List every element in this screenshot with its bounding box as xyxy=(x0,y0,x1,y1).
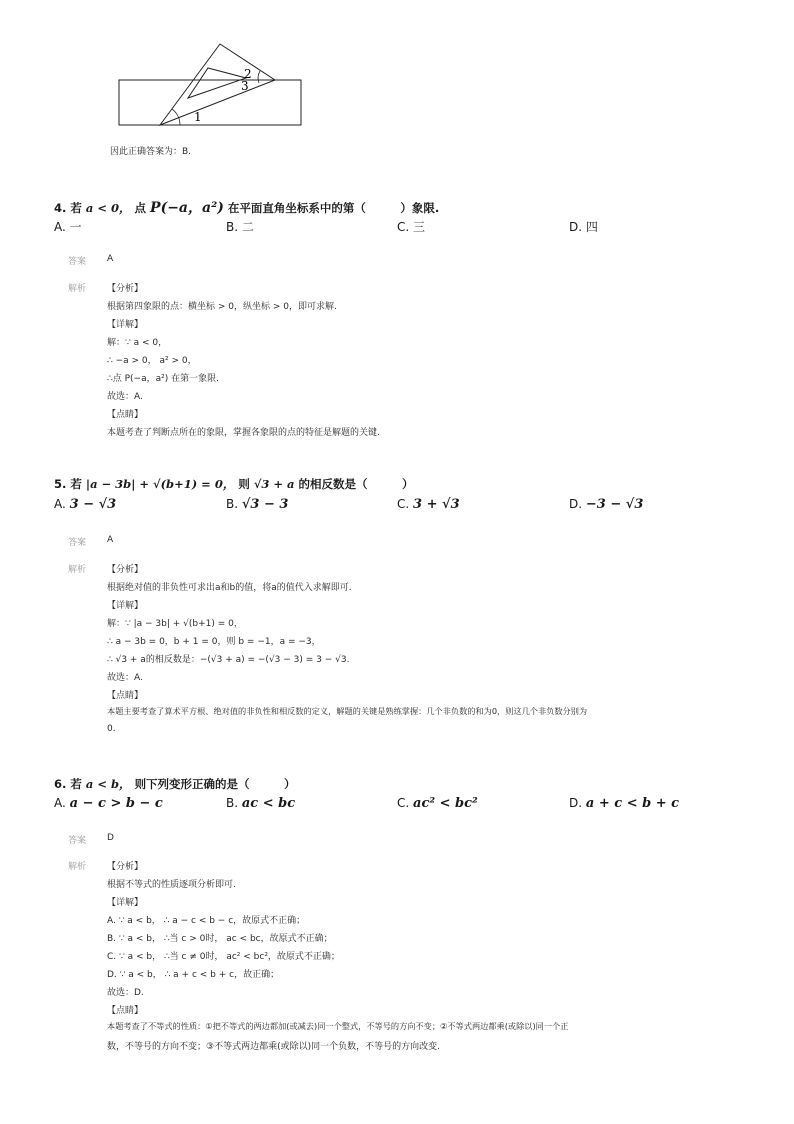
q6-answer-label: 答案 xyxy=(68,836,87,846)
q4-stem-math-b: P(−a，a²) xyxy=(150,200,224,216)
q4-option-c[interactable]: C. 三 xyxy=(397,220,426,234)
q5-line-4: 解：∵ |a − 3b| + √(b+1) = 0， xyxy=(107,619,243,629)
q5-stem-math-b: √3 + a xyxy=(253,477,295,491)
q5-option-c-letter: C. xyxy=(397,497,410,511)
q5-line-10: 0. xyxy=(107,724,116,734)
q4-line-1: 【分析】 xyxy=(107,284,144,294)
q4-line-4: 解：∵ a < 0， xyxy=(107,338,168,348)
ruler-rectangle xyxy=(119,80,301,125)
q5-option-d-math: −3 − √3 xyxy=(585,497,644,512)
q6-line-4: A. ∵ a < b， ∴ a − c < b − c，故原式不正确； xyxy=(107,916,306,926)
q5-option-a[interactable] xyxy=(54,497,116,512)
q5-line-8: 【点睛】 xyxy=(107,691,144,701)
q5-answer-value: A xyxy=(107,535,114,545)
q5-line-5: ∴ a − 3b = 0，b + 1 = 0，则 b = −1，a = −3， xyxy=(107,637,321,647)
q6-option-c-math: ac² < bc² xyxy=(413,796,478,811)
q5-stem-text-b: 则 xyxy=(238,477,250,491)
q4-option-d[interactable]: D. 四 xyxy=(569,220,598,234)
q6-option-a-math: a − c > b − c xyxy=(69,796,163,811)
q5-line-1: 【分析】 xyxy=(107,565,144,575)
q4-option-a[interactable]: A. 一 xyxy=(54,220,82,234)
q5-option-b[interactable] xyxy=(226,497,288,512)
q6-option-a[interactable] xyxy=(54,796,163,811)
q6-line-11: 数，不等号的方向不变；③不等式两边都乘(或除以)同一个负数，不等号的方向改变. xyxy=(107,1042,440,1052)
q5-stem-math-a: |a − 3b| + √(b+1) = 0， xyxy=(85,477,235,491)
q5-line-7: 故选：A. xyxy=(107,673,143,683)
previous-answer-line: 因此正确答案为：B. xyxy=(110,147,192,157)
q5-line-2: 根据绝对值的非负性可求出a和b的值，将a的值代入求解即可. xyxy=(107,583,352,593)
q4-line-2: 根据第四象限的点：横坐标 > 0，纵坐标 > 0，即可求解. xyxy=(107,302,337,312)
q6-line-1: 【分析】 xyxy=(107,862,144,872)
q5-line-6: ∴ √3 + a的相反数是：−(√3 + a) = −(√3 − 3) = 3 − √3. xyxy=(107,655,350,665)
q4-number: 4. xyxy=(54,201,67,215)
q4-stem-math-a: a < 0， xyxy=(85,201,131,215)
triangle-outer xyxy=(160,44,275,125)
q6-option-c[interactable] xyxy=(397,796,478,811)
q6-option-d-math: a + c < b + c xyxy=(585,796,680,811)
q6-answer-value: D xyxy=(107,833,114,843)
q5-stem-text-a: 若 xyxy=(70,477,82,491)
q6-line-3: 【详解】 xyxy=(107,898,144,908)
q6-stem-text-b: 则下列变形正确的是（ ） xyxy=(134,777,296,791)
triangle-inner xyxy=(188,68,246,98)
q4-line-3: 【详解】 xyxy=(107,320,144,330)
q5-answer-label: 答案 xyxy=(68,538,87,548)
q6-option-a-letter: A. xyxy=(54,796,66,810)
q4-line-6: ∴点 P(−a，a²) 在第一象限. xyxy=(107,374,219,384)
q4-answer-value: A xyxy=(107,254,114,264)
q6-line-6: C. ∵ a < b， ∴当 c ≠ 0时， ac² < bc²，故原式不正确； xyxy=(107,952,340,962)
q4-stem-text-a: 若 xyxy=(70,201,82,215)
q5-line-3: 【详解】 xyxy=(107,601,144,611)
q5-option-a-letter: A. xyxy=(54,497,66,511)
q6-option-b-letter: B. xyxy=(226,796,239,810)
q6-option-d[interactable] xyxy=(569,796,679,811)
q5-number: 5. xyxy=(54,477,67,491)
q4-stem xyxy=(54,197,439,217)
q5-option-c[interactable] xyxy=(397,497,460,512)
angle-arc-2 xyxy=(258,71,260,83)
q5-stem-text-c: 的相反数是（ ） xyxy=(298,477,414,491)
angle-label-3: 3 xyxy=(241,79,249,93)
triangle-ruler-figure xyxy=(110,38,310,130)
q4-analysis-label: 解析 xyxy=(68,284,87,294)
q6-stem xyxy=(54,776,296,792)
q4-line-9: 本题考查了判断点所在的象限，掌握各象限的点的特征是解题的关键. xyxy=(107,428,380,438)
q4-line-7: 故选：A. xyxy=(107,392,143,402)
q5-option-b-math: √3 − 3 xyxy=(241,497,289,512)
q5-stem xyxy=(54,476,414,492)
angle-arc-1 xyxy=(172,109,180,125)
q6-option-b-math: ac < bc xyxy=(241,796,296,811)
q6-line-5: B. ∵ a < b， ∴当 c > 0时， ac < bc，故原式不正确； xyxy=(107,934,333,944)
q4-line-5: ∴ −a > 0， a² > 0， xyxy=(107,356,197,366)
q6-line-2: 根据不等式的性质逐项分析即可. xyxy=(107,880,236,890)
q4-stem-text-c: 在平面直角坐标系中的第（ ）象限. xyxy=(227,201,440,215)
angle-label-1: 1 xyxy=(194,110,202,124)
q6-stem-math-a: a < b， xyxy=(85,777,131,791)
q5-option-c-math: 3 + √3 xyxy=(413,497,460,512)
q6-line-7: D. ∵ a < b， ∴ a + c < b + c，故正确； xyxy=(107,970,280,980)
q6-line-10: 本题考查了不等式的性质：①把不等式的两边都加(或减去)同一个整式，不等号的方向不变；②不等式两边都乘(或除以)同一个正 xyxy=(107,1021,569,1031)
q5-option-d[interactable] xyxy=(569,497,643,512)
q6-option-b[interactable] xyxy=(226,796,295,811)
q6-line-9: 【点睛】 xyxy=(107,1006,144,1016)
q4-answer-label: 答案 xyxy=(68,257,87,267)
angle-label-2: 2 xyxy=(244,67,252,81)
q5-option-b-letter: B. xyxy=(226,497,239,511)
q6-line-8: 故选：D. xyxy=(107,988,144,998)
q4-line-8: 【点睛】 xyxy=(107,410,144,420)
q5-option-a-math: 3 − √3 xyxy=(69,497,117,512)
q6-option-d-letter: D. xyxy=(569,796,583,810)
q6-number: 6. xyxy=(54,777,67,791)
q5-option-d-letter: D. xyxy=(569,497,583,511)
q6-analysis-label: 解析 xyxy=(68,862,87,872)
q4-option-b[interactable]: B. 二 xyxy=(226,220,254,234)
q6-option-c-letter: C. xyxy=(397,796,410,810)
q4-stem-text-b: 点 xyxy=(134,201,147,215)
q5-line-9: 本题主要考查了算术平方根、绝对值的非负性和相反数的定义，解题的关键是熟练掌握：几个非负数的和为0，则这几个非负数分别为 xyxy=(107,706,588,716)
q5-analysis-label: 解析 xyxy=(68,565,87,575)
q6-stem-text-a: 若 xyxy=(70,777,82,791)
